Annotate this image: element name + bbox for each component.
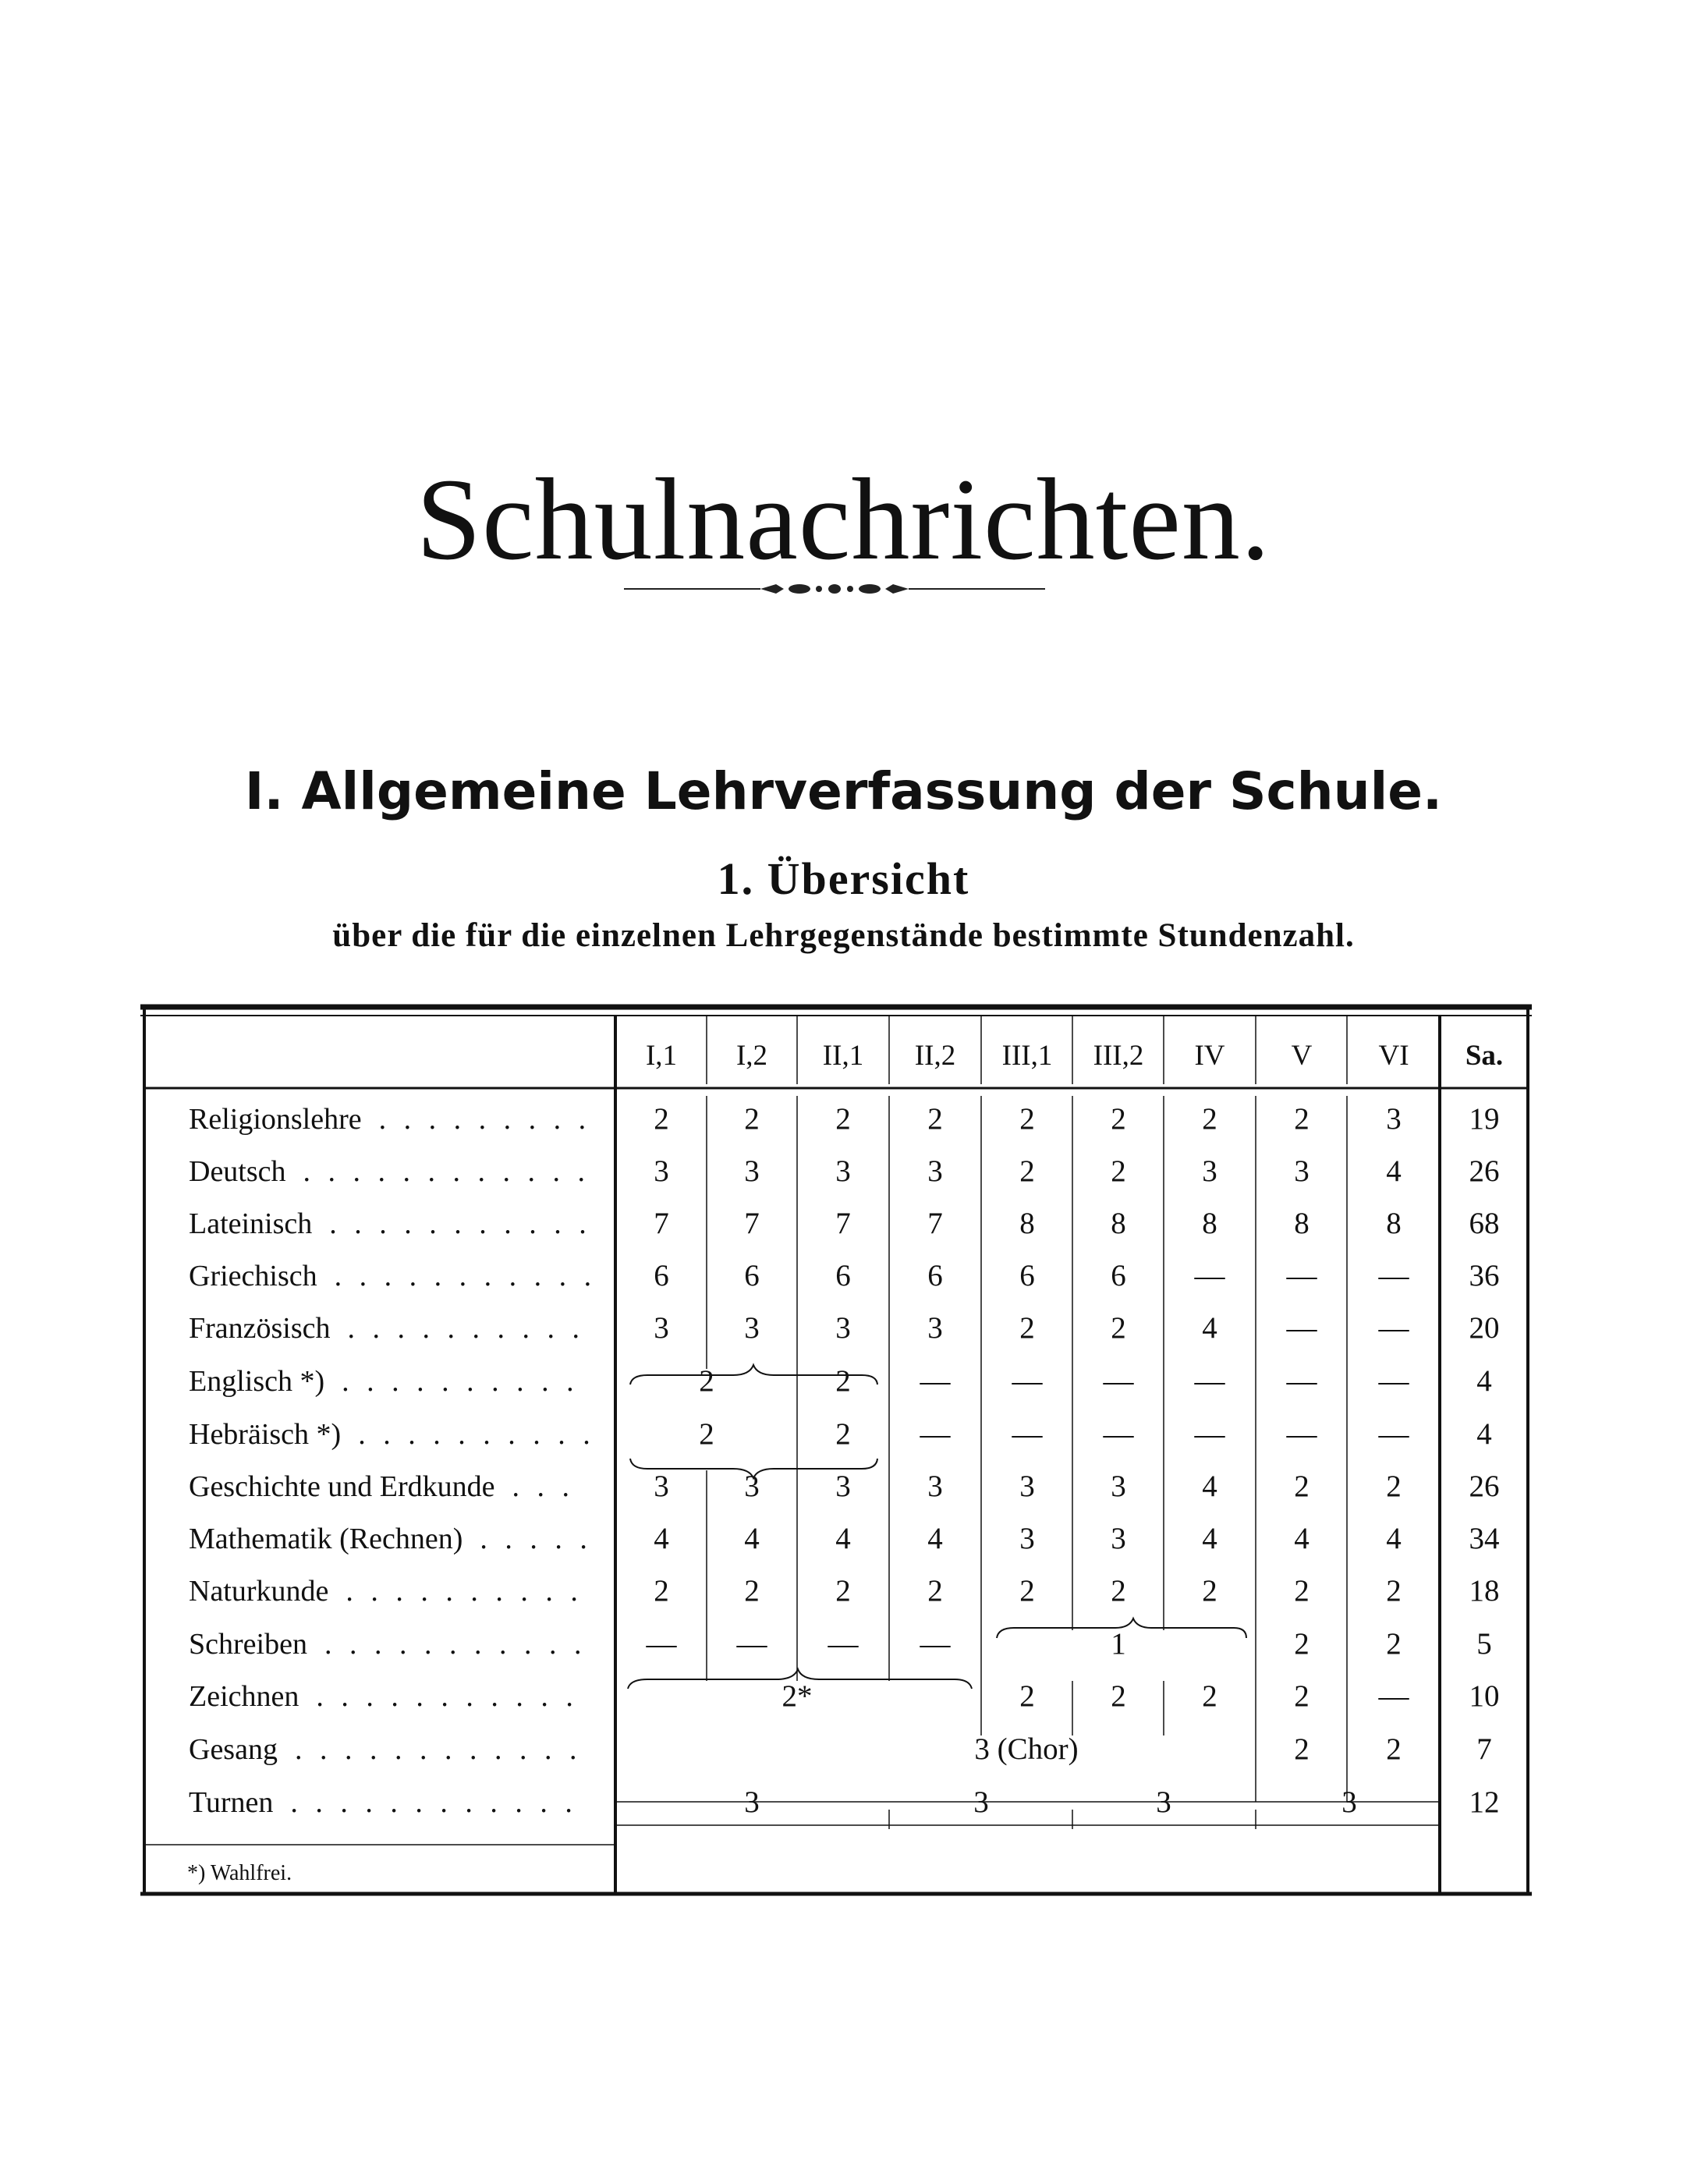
leader-dot: . bbox=[448, 1628, 457, 1661]
row-sum: 10 bbox=[1469, 1679, 1500, 1713]
column-header: III,1 bbox=[1001, 1040, 1053, 1072]
leader-dot: . bbox=[523, 1628, 532, 1661]
leader-dot: . bbox=[497, 1312, 505, 1345]
leader-dot: . bbox=[434, 1260, 442, 1292]
cell-value: — bbox=[1012, 1364, 1043, 1398]
leader-dot: . bbox=[579, 1523, 587, 1555]
cell-value: 4 bbox=[654, 1522, 669, 1555]
leader-dot: . bbox=[315, 1786, 323, 1819]
leader-dot: . bbox=[334, 1260, 342, 1292]
leader-dot: . bbox=[354, 1207, 362, 1240]
leader-dot: . bbox=[558, 1260, 567, 1292]
cell-value: — bbox=[1378, 1679, 1409, 1713]
cell-value: 7 bbox=[744, 1207, 760, 1240]
cell-value: 2 bbox=[1019, 1574, 1035, 1608]
sum-column-header: Sa. bbox=[1465, 1040, 1504, 1072]
leader-dot: . bbox=[428, 1103, 437, 1136]
leader-dot: . bbox=[366, 1680, 374, 1713]
merged-cell-value: 3 (Chor) bbox=[974, 1732, 1079, 1766]
cell-value: 3 bbox=[835, 1311, 851, 1345]
ornament-divider bbox=[624, 573, 1045, 604]
leader-dot: . bbox=[520, 1575, 528, 1608]
leader-dot: . bbox=[495, 1575, 503, 1608]
cell-value: 6 bbox=[1111, 1259, 1126, 1292]
cell-value: 3 bbox=[744, 1311, 760, 1345]
row-label: Hebräisch *) bbox=[189, 1418, 342, 1451]
row-sum: 68 bbox=[1469, 1207, 1500, 1240]
leader-dot: . bbox=[453, 1103, 462, 1136]
cell-value: 3 bbox=[973, 1785, 989, 1819]
column-header: II,2 bbox=[914, 1040, 956, 1072]
leader-dot: . bbox=[473, 1628, 482, 1661]
column-header: I,1 bbox=[645, 1040, 678, 1072]
leader-dot: . bbox=[483, 1418, 491, 1451]
leader-dot: . bbox=[445, 1575, 453, 1608]
leader-dot: . bbox=[444, 1733, 452, 1766]
cell-value: 2 bbox=[1386, 1732, 1402, 1766]
cell-value: 2 bbox=[744, 1102, 760, 1136]
cell-value: 3 bbox=[744, 1470, 760, 1503]
leader-dot: . bbox=[527, 1155, 536, 1188]
leader-dot: . bbox=[502, 1155, 511, 1188]
leader-dot: . bbox=[290, 1786, 298, 1819]
leader-dot: . bbox=[454, 1207, 462, 1240]
leader-dot: . bbox=[328, 1155, 336, 1188]
leader-dot: . bbox=[505, 1523, 512, 1555]
leader-dot: . bbox=[427, 1155, 436, 1188]
row-label: Griechisch bbox=[189, 1260, 317, 1292]
column-header: V bbox=[1291, 1040, 1313, 1072]
cell-value: 2 bbox=[1294, 1102, 1310, 1136]
row-label: Turnen bbox=[189, 1786, 274, 1819]
leader-dot: . bbox=[303, 1155, 311, 1188]
row-sum: 12 bbox=[1469, 1785, 1500, 1819]
leader-dot: . bbox=[579, 1207, 587, 1240]
leader-dot: . bbox=[466, 1365, 474, 1398]
leader-dot: . bbox=[480, 1523, 487, 1555]
leader-dot: . bbox=[397, 1312, 406, 1345]
leader-dot: . bbox=[415, 1786, 423, 1819]
cell-value: 2 bbox=[654, 1574, 669, 1608]
leader-dot: . bbox=[403, 1103, 412, 1136]
leader-dot: . bbox=[548, 1628, 557, 1661]
leader-dot: . bbox=[558, 1418, 565, 1451]
row-label: Französisch bbox=[189, 1312, 331, 1345]
cell-value: 2 bbox=[1019, 1154, 1035, 1188]
cell-value: 8 bbox=[1386, 1207, 1402, 1240]
leader-dot: . bbox=[344, 1733, 353, 1766]
leader-dot: . bbox=[565, 1786, 572, 1819]
leader-dot: . bbox=[516, 1680, 523, 1713]
leader-dot: . bbox=[319, 1733, 328, 1766]
column-header: IV bbox=[1194, 1040, 1225, 1072]
cell-value: 2 bbox=[1294, 1679, 1310, 1713]
cell-value: 6 bbox=[654, 1259, 669, 1292]
cell-value: 3 bbox=[1019, 1470, 1035, 1503]
leader-dot: . bbox=[349, 1628, 357, 1661]
leader-dot: . bbox=[470, 1575, 478, 1608]
leader-dot: . bbox=[316, 1680, 324, 1713]
cell-value: 2 bbox=[1386, 1574, 1402, 1608]
leader-dot: . bbox=[409, 1260, 417, 1292]
leader-dot: . bbox=[369, 1733, 377, 1766]
cell-value: 3 bbox=[654, 1311, 669, 1345]
cell-value: 2 bbox=[927, 1574, 943, 1608]
cell-value: 3 bbox=[744, 1785, 760, 1819]
cell-value: 2 bbox=[1111, 1154, 1126, 1188]
row-sum: 36 bbox=[1469, 1259, 1500, 1292]
leader-dot: . bbox=[447, 1312, 455, 1345]
cell-value: 2 bbox=[1386, 1470, 1402, 1503]
cell-value: — bbox=[1103, 1417, 1134, 1451]
cell-value: 6 bbox=[744, 1259, 760, 1292]
row-label: Deutsch bbox=[189, 1155, 286, 1188]
cell-value: 3 bbox=[927, 1470, 943, 1503]
overview-description: über die für die einzelnen Lehrgegenstände bestimmte Stundenzahl. bbox=[332, 917, 1355, 954]
cell-value: — bbox=[1012, 1417, 1043, 1451]
row-sum: 20 bbox=[1469, 1311, 1500, 1345]
cell-value: — bbox=[1378, 1364, 1409, 1398]
leader-dot: . bbox=[429, 1207, 437, 1240]
cell-value: 4 bbox=[1294, 1522, 1310, 1555]
leader-dot: . bbox=[566, 1365, 574, 1398]
leader-dot: . bbox=[433, 1418, 441, 1451]
leader-dot: . bbox=[519, 1733, 527, 1766]
cell-value: — bbox=[1286, 1311, 1317, 1345]
cell-value: 7 bbox=[927, 1207, 943, 1240]
row-label: Gesang bbox=[189, 1733, 278, 1766]
leader-dot: . bbox=[569, 1733, 577, 1766]
leader-dot: . bbox=[329, 1207, 337, 1240]
leader-dot: . bbox=[374, 1628, 382, 1661]
leader-dot: . bbox=[555, 1523, 562, 1555]
leader-dot: . bbox=[504, 1207, 512, 1240]
leader-dot: . bbox=[528, 1103, 537, 1136]
cell-value: 2 bbox=[1019, 1679, 1035, 1713]
leader-dot: . bbox=[341, 1680, 349, 1713]
leader-dot: . bbox=[441, 1680, 448, 1713]
leader-dot: . bbox=[399, 1628, 407, 1661]
cell-value: — bbox=[1286, 1259, 1317, 1292]
cell-value: 3 bbox=[1294, 1154, 1310, 1188]
cell-value: — bbox=[1194, 1259, 1225, 1292]
page-title: Schulnachrichten. bbox=[416, 454, 1271, 584]
leader-dot: . bbox=[583, 1418, 590, 1451]
leader-dot: . bbox=[570, 1575, 578, 1608]
leader-dot: . bbox=[370, 1575, 378, 1608]
leader-dot: . bbox=[365, 1786, 373, 1819]
cell-value: 3 bbox=[927, 1154, 943, 1188]
merged-cell-value: 2 bbox=[699, 1417, 714, 1451]
section-heading: I. Allgemeine Lehrverfassung der Schule. bbox=[244, 760, 1443, 821]
cell-value: 2 bbox=[1294, 1732, 1310, 1766]
cell-value: 4 bbox=[1386, 1154, 1402, 1188]
leader-dot: . bbox=[372, 1312, 381, 1345]
leader-dot: . bbox=[469, 1733, 477, 1766]
cell-value: — bbox=[646, 1627, 677, 1661]
row-label: Religionslehre bbox=[189, 1103, 362, 1136]
cell-value: 2 bbox=[835, 1417, 851, 1451]
cell-value: 3 bbox=[835, 1470, 851, 1503]
row-label: Schreiben bbox=[189, 1628, 307, 1661]
cell-value: — bbox=[1103, 1364, 1134, 1398]
leader-dot: . bbox=[484, 1260, 492, 1292]
cell-value: 3 bbox=[744, 1154, 760, 1188]
leader-dot: . bbox=[553, 1103, 562, 1136]
cell-value: — bbox=[1378, 1259, 1409, 1292]
cell-value: 2 bbox=[1202, 1574, 1217, 1608]
leader-dot: . bbox=[537, 1470, 545, 1503]
cell-value: 2 bbox=[927, 1102, 943, 1136]
cell-value: 7 bbox=[654, 1207, 669, 1240]
leader-dot: . bbox=[458, 1418, 466, 1451]
leader-dot: . bbox=[342, 1365, 349, 1398]
leader-dot: . bbox=[547, 1312, 555, 1345]
leader-dot: . bbox=[491, 1680, 498, 1713]
overview-title: 1. Übersicht bbox=[717, 853, 970, 904]
table-cells bbox=[187, 1040, 1503, 1885]
leader-dot: . bbox=[545, 1575, 553, 1608]
cell-value: 2 bbox=[1294, 1574, 1310, 1608]
leader-dot: . bbox=[541, 1365, 549, 1398]
cell-value: 2 bbox=[1202, 1679, 1217, 1713]
row-sum: 5 bbox=[1476, 1627, 1492, 1661]
cell-value: 3 bbox=[1156, 1785, 1171, 1819]
leader-dot: . bbox=[540, 1680, 548, 1713]
leader-dot: . bbox=[452, 1155, 461, 1188]
leader-dot: . bbox=[498, 1628, 507, 1661]
footnote: *) Wahlfrei. bbox=[187, 1861, 292, 1885]
leader-dot: . bbox=[533, 1418, 540, 1451]
cell-value: — bbox=[1378, 1311, 1409, 1345]
leader-dot: . bbox=[509, 1260, 517, 1292]
cell-value: 2 bbox=[1019, 1102, 1035, 1136]
leader-dot: . bbox=[529, 1207, 537, 1240]
cell-value: 8 bbox=[1019, 1207, 1035, 1240]
cell-value: 4 bbox=[1202, 1470, 1217, 1503]
leader-dot: . bbox=[441, 1365, 449, 1398]
leader-dot: . bbox=[402, 1155, 411, 1188]
cell-value: 3 bbox=[835, 1154, 851, 1188]
leader-dot: . bbox=[384, 1260, 392, 1292]
column-header: I,2 bbox=[735, 1040, 768, 1072]
cell-value: 4 bbox=[1386, 1522, 1402, 1555]
cell-value: 3 bbox=[654, 1470, 669, 1503]
leader-dot: . bbox=[419, 1733, 427, 1766]
leader-dot: . bbox=[392, 1365, 399, 1398]
leader-dot: . bbox=[503, 1103, 512, 1136]
leader-dot: . bbox=[562, 1470, 570, 1503]
leader-dot: . bbox=[478, 1103, 487, 1136]
row-label: Englisch *) bbox=[189, 1365, 325, 1398]
merged-cell-value: 2 bbox=[699, 1364, 714, 1398]
cell-value: 3 bbox=[1202, 1154, 1217, 1188]
leader-dot: . bbox=[358, 1418, 366, 1451]
cell-value: 2 bbox=[835, 1574, 851, 1608]
hours-table-grid bbox=[140, 994, 1544, 1915]
leader-dot: . bbox=[346, 1575, 353, 1608]
cell-value: 2 bbox=[1294, 1470, 1310, 1503]
row-sum: 26 bbox=[1469, 1470, 1500, 1503]
row-sum: 19 bbox=[1469, 1102, 1500, 1136]
row-sum: 18 bbox=[1469, 1574, 1500, 1608]
cell-value: — bbox=[1286, 1417, 1317, 1451]
leader-dot: . bbox=[378, 1103, 387, 1136]
hours-table bbox=[140, 994, 1544, 1919]
leader-dot: . bbox=[572, 1312, 580, 1345]
leader-dot: . bbox=[353, 1155, 361, 1188]
leader-dot: . bbox=[552, 1155, 561, 1188]
cell-value: 8 bbox=[1202, 1207, 1217, 1240]
cell-value: 2 bbox=[654, 1102, 669, 1136]
leader-dot: . bbox=[466, 1680, 473, 1713]
row-label: Naturkunde bbox=[189, 1575, 329, 1608]
cell-value: 3 bbox=[1019, 1522, 1035, 1555]
leader-dot: . bbox=[516, 1365, 524, 1398]
leader-dot: . bbox=[390, 1786, 398, 1819]
cell-value: 3 bbox=[1341, 1785, 1357, 1819]
leader-dot: . bbox=[440, 1786, 448, 1819]
leader-dot: . bbox=[416, 1680, 424, 1713]
cell-value: 3 bbox=[1386, 1102, 1402, 1136]
cell-value: 4 bbox=[1202, 1311, 1217, 1345]
leader-dot: . bbox=[508, 1418, 516, 1451]
merged-cell-value: 1 bbox=[1111, 1627, 1126, 1661]
cell-value: 2 bbox=[1294, 1627, 1310, 1661]
cell-value: 8 bbox=[1294, 1207, 1310, 1240]
cell-value: 2 bbox=[1111, 1679, 1126, 1713]
row-label: Lateinisch bbox=[189, 1207, 313, 1240]
cell-value: 2 bbox=[1111, 1574, 1126, 1608]
leader-dot: . bbox=[459, 1260, 467, 1292]
leader-dot: . bbox=[544, 1733, 552, 1766]
cell-value: 4 bbox=[835, 1522, 851, 1555]
leader-dot: . bbox=[394, 1733, 402, 1766]
leader-dot: . bbox=[533, 1260, 542, 1292]
leader-dot: . bbox=[515, 1786, 523, 1819]
leader-dot: . bbox=[522, 1312, 530, 1345]
leader-dot: . bbox=[573, 1628, 582, 1661]
cell-value: — bbox=[1286, 1364, 1317, 1398]
cell-value: 2 bbox=[744, 1574, 760, 1608]
cell-value: 3 bbox=[1111, 1522, 1126, 1555]
row-sum: 26 bbox=[1469, 1154, 1500, 1188]
cell-value: — bbox=[736, 1627, 767, 1661]
leader-dot: . bbox=[367, 1365, 374, 1398]
leader-dot: . bbox=[379, 1207, 387, 1240]
leader-dot: . bbox=[422, 1312, 431, 1345]
cell-value: — bbox=[920, 1627, 951, 1661]
row-sum: 4 bbox=[1476, 1417, 1492, 1451]
cell-value: 2 bbox=[1386, 1627, 1402, 1661]
cell-value: 4 bbox=[1202, 1522, 1217, 1555]
leader-dot: . bbox=[404, 1207, 412, 1240]
leader-dot: . bbox=[530, 1523, 537, 1555]
cell-value: 4 bbox=[927, 1522, 943, 1555]
leader-dot: . bbox=[416, 1365, 424, 1398]
cell-value: 3 bbox=[927, 1311, 943, 1345]
leader-dot: . bbox=[359, 1260, 367, 1292]
cell-value: 3 bbox=[654, 1154, 669, 1188]
leader-dot: . bbox=[420, 1575, 428, 1608]
row-label: Mathematik (Rechnen) bbox=[189, 1523, 463, 1555]
leader-dot: . bbox=[577, 1155, 586, 1188]
cell-value: 2 bbox=[1019, 1311, 1035, 1345]
cell-value: — bbox=[828, 1627, 859, 1661]
cell-value: 2 bbox=[1111, 1311, 1126, 1345]
leader-dot: . bbox=[578, 1103, 587, 1136]
leader-dot: . bbox=[479, 1207, 487, 1240]
cell-value: 3 bbox=[1111, 1470, 1126, 1503]
leader-dot: . bbox=[491, 1365, 499, 1398]
leader-dot: . bbox=[294, 1733, 303, 1766]
column-header: VI bbox=[1378, 1040, 1409, 1072]
leader-dot: . bbox=[490, 1786, 498, 1819]
leader-dot: . bbox=[477, 1155, 486, 1188]
leader-dot: . bbox=[565, 1680, 573, 1713]
cell-value: 6 bbox=[927, 1259, 943, 1292]
cell-value: 2 bbox=[835, 1364, 851, 1398]
leader-dot: . bbox=[540, 1786, 548, 1819]
leader-dot: . bbox=[340, 1786, 348, 1819]
leader-dot: . bbox=[383, 1418, 391, 1451]
cell-value: 2 bbox=[1202, 1102, 1217, 1136]
cell-value: 2 bbox=[1111, 1102, 1126, 1136]
cell-value: — bbox=[1194, 1417, 1225, 1451]
cell-value: 7 bbox=[835, 1207, 851, 1240]
row-label: Geschichte und Erdkunde bbox=[189, 1470, 495, 1503]
column-header: II,1 bbox=[822, 1040, 864, 1072]
leader-dot: . bbox=[377, 1155, 386, 1188]
row-sum: 34 bbox=[1469, 1522, 1500, 1555]
leader-dot: . bbox=[347, 1312, 356, 1345]
leader-dot: . bbox=[472, 1312, 480, 1345]
column-header: III,2 bbox=[1093, 1040, 1144, 1072]
row-sum: 7 bbox=[1476, 1732, 1492, 1766]
leader-dot: . bbox=[512, 1470, 520, 1503]
cell-value: — bbox=[1194, 1364, 1225, 1398]
cell-value: 8 bbox=[1111, 1207, 1126, 1240]
leader-dot: . bbox=[395, 1575, 403, 1608]
cell-value: — bbox=[920, 1417, 951, 1451]
cell-value: — bbox=[1378, 1417, 1409, 1451]
row-label: Zeichnen bbox=[189, 1680, 299, 1713]
leader-dot: . bbox=[465, 1786, 473, 1819]
leader-dot: . bbox=[324, 1628, 332, 1661]
cell-value: 2 bbox=[835, 1102, 851, 1136]
leader-dot: . bbox=[424, 1628, 432, 1661]
cell-value: — bbox=[920, 1364, 951, 1398]
cell-value: 6 bbox=[1019, 1259, 1035, 1292]
leader-dot: . bbox=[554, 1207, 562, 1240]
leader-dot: . bbox=[391, 1680, 399, 1713]
row-sum: 4 bbox=[1476, 1364, 1492, 1398]
leader-dot: . bbox=[494, 1733, 502, 1766]
leader-dot: . bbox=[408, 1418, 416, 1451]
cell-value: 4 bbox=[744, 1522, 760, 1555]
merged-cell-value: 2* bbox=[781, 1679, 813, 1713]
cell-value: 6 bbox=[835, 1259, 851, 1292]
leader-dot: . bbox=[583, 1260, 592, 1292]
